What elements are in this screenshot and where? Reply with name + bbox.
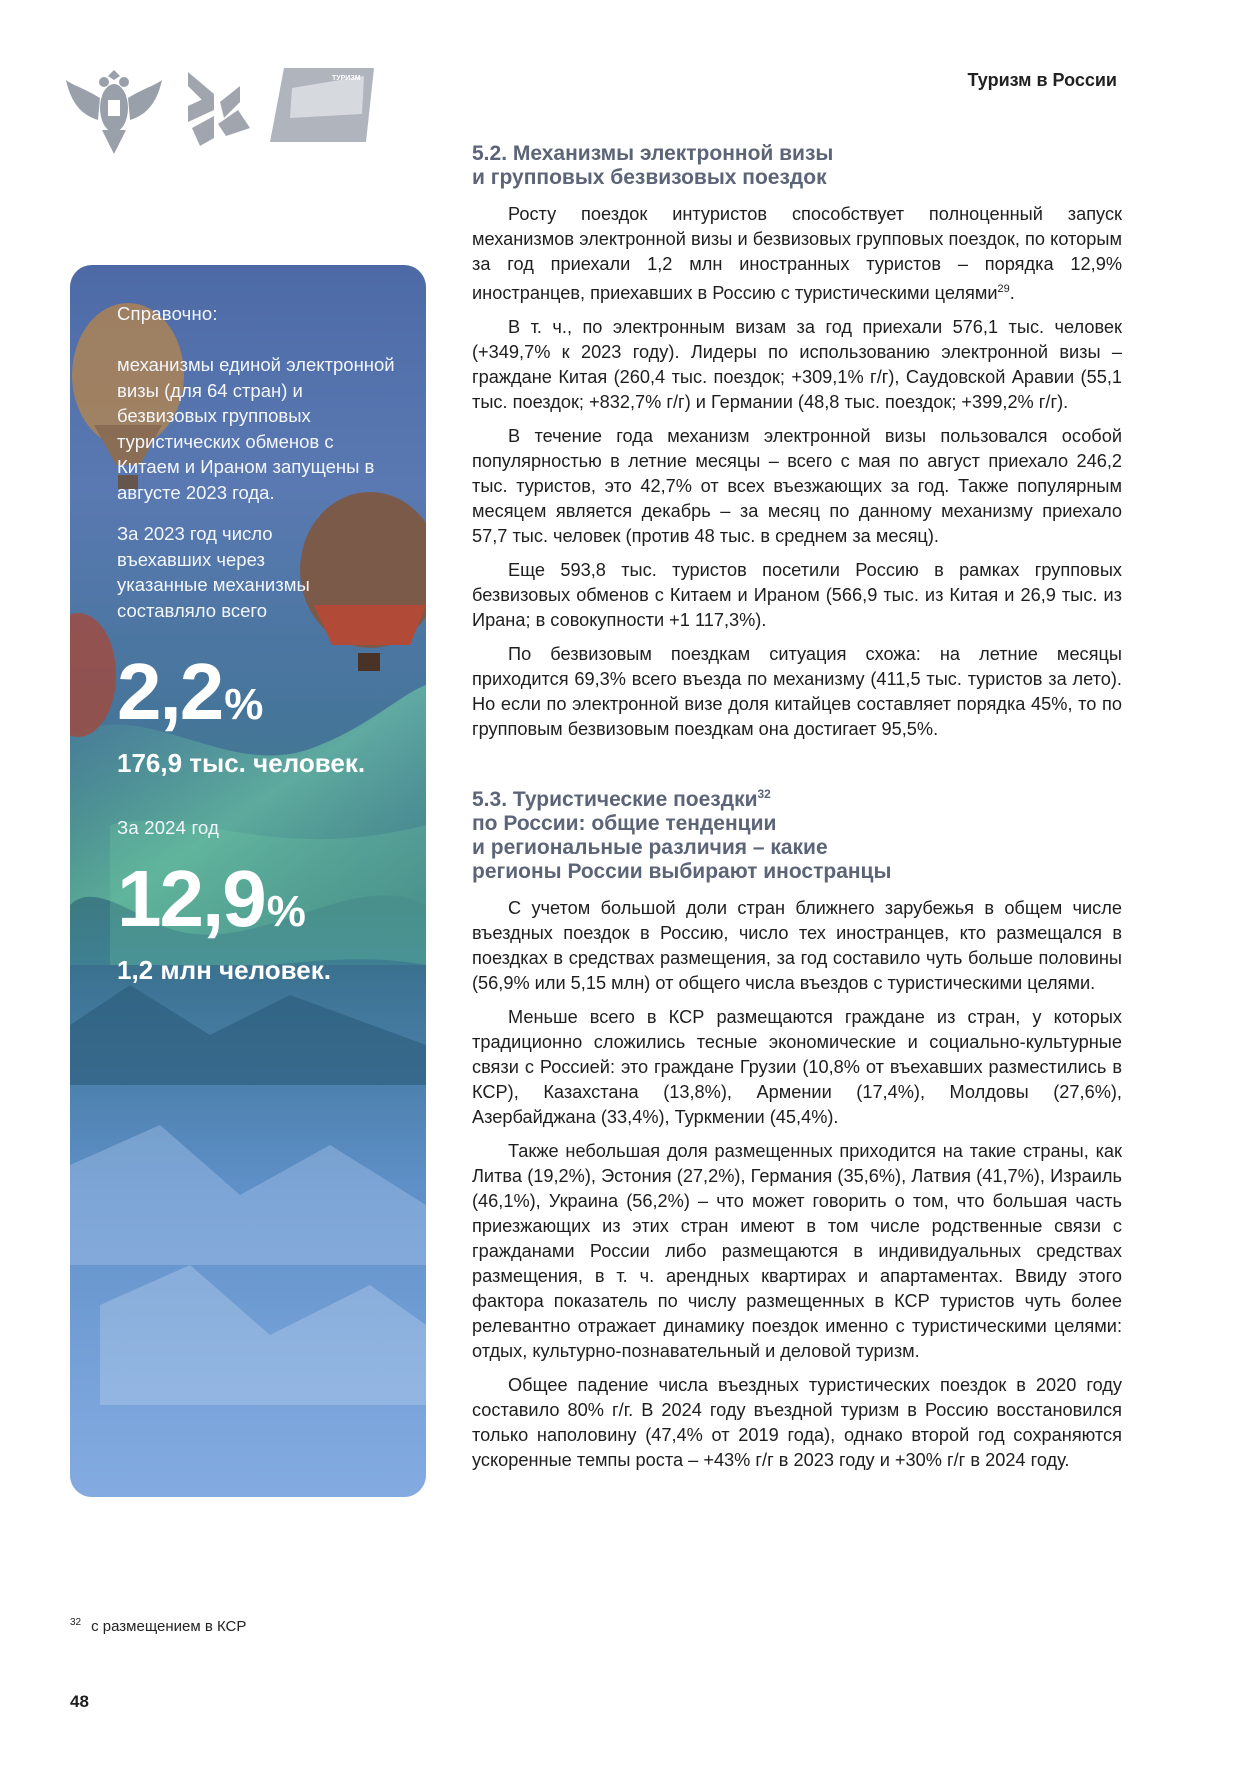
tourism-logo-text: ТУРИЗМ: [332, 75, 361, 82]
stat-2024-sub: 1,2 млн человек.: [117, 955, 331, 985]
stat-2024-value: [117, 854, 407, 951]
federal-agency-logo-icon: [188, 72, 250, 146]
stat-2023-unit: %: [224, 680, 264, 729]
main-column: [472, 142, 1122, 1482]
section-5-3-title-line1: 5.3. Туристические поездки: [472, 788, 758, 812]
footnote: [70, 1617, 246, 1635]
section-5-3-title: [472, 782, 1122, 884]
tourism-logo-icon: [270, 68, 374, 142]
sidebar-label-2024: За 2024 год: [117, 817, 220, 838]
section-5-2-paragraph: [472, 202, 1122, 306]
section-5-2-title-line1: 5.2. Механизмы электронной визы: [472, 142, 834, 165]
stat-2023-value: [117, 647, 407, 744]
section-5-3-paragraph: С учетом большой доли стран ближнего зарубежья в общем числе въездных поездок в Россию, число тех иностранцев, кто размещался в поездках в средствах размещения, за год составило чуть больше половины (56,9% или 5,15 млн) от общего числа въездов с туристическими целями.: [472, 898, 1122, 994]
footnote-mark: 32: [70, 1617, 82, 1628]
stat-2023-number: 2,2: [117, 647, 223, 736]
section-5-3-paragraph: Также небольшая доля размещенных приходится на такие страны, как Литва (19,2%), Эстония (27,2%), Германия (35,6%), Латвия (41,7%), Израиль (46,1%), Украина (56,2%) – что может говорить о том, что большая часть приезжающих из этих стран имеют в том числе родственные связи с гражданами России либо размещаются в индивидуальных средствах размещения, в т. ч. арендных квартирах и апартаментах. Ввиду этого фактора показатель по числу размещенных в КСР туристов чуть более релевантно отражает динамику поездок именно с туристическими целями: отдых, культурно-познавательный и деловой туризм.: [472, 1141, 1122, 1362]
footnote-ref: 29: [997, 283, 1010, 295]
stat-2023-sub: 176,9 тыс. человек.: [117, 748, 366, 778]
footnote-ref: 32: [757, 787, 771, 802]
section-5-2-paragraph: Еще 593,8 тыс. туристов посетили Россию в рамках групповых безвизовых обменов с Китаем и Ираном (566,9 тыс. из Китая и 26,9 тыс. из Ирана; в совокупности +1 117,3%).: [472, 560, 1122, 631]
eagle-emblem-icon: [66, 70, 162, 154]
sidebar-label: Справочно:: [117, 303, 218, 324]
header-logos: [64, 58, 394, 158]
paragraph-end: .: [1009, 283, 1015, 304]
section-5-2-paragraph: По безвизовым поездкам ситуация схожа: на летние месяцы приходится 69,3% всего въезда по механизму (411,5 тыс. туристов за лето). Но если по электронной визе доля китайцев составляет порядка 45%, то по групповым безвизовым поездкам она достигает 95,5%.: [472, 644, 1122, 740]
section-5-3-paragraph: Меньше всего в КСР размещаются граждане из стран, у которых традиционно сложились тесные экономические и социально-культурные связи с Россией: это граждане Грузии (10,8% от въехавших разместились в КСР), Казахстана (13,8%), Армении (17,4%), Молдовы (27,6%), Азербайджана (33,4%), Туркмении (45,4%).: [472, 1007, 1122, 1128]
sidebar-content: [117, 302, 407, 985]
section-5-2-paragraph: В т. ч., по электронным визам за год приехали 576,1 тыс. человек (+349,7% к 2023 году). Лидеры по использованию электронной визы – граждане Китая (260,4 тыс. поездок; +309,1% г/г), Саудовской Аравии (55,1 тыс. поездок; +832,7% г/г) и Германии (48,8 тыс. поездок; +399,2% г/г).: [472, 317, 1122, 413]
paragraph-text: Росту поездок интуристов способствует полноценный запуск механизмов электронной визы и безвизовых групповых поездок, по которым за год приехали 1,2 млн иностранных туристов – порядка 12,9% иностранцев, приехавших в Россию с туристическими целями: [472, 204, 1122, 304]
section-5-3-title-line2: по России: общие тенденции: [472, 812, 777, 836]
section-5-3-paragraph: Общее падение числа въездных туристических поездок в 2020 году составило 80% г/г. В 2024 году въездной туризм в Россию восстановился только наполовину (47,4% от 2019 года), однако второй год сохраняются ускоренные темпы роста – +43% г/г в 2023 году и +30% г/г в 2024 году.: [472, 1375, 1122, 1471]
section-5-2-paragraph: В течение года механизм электронной визы пользовался особой популярностью в летние месяцы – всего с мая по август приехало 246,2 тыс. туристов, это 42,7% от всех въезжающих за год. Также популярным месяцем является декабрь – за месяц по данному механизму приехало 57,7 тыс. человек (против 48 тыс. в среднем за месяц).: [472, 426, 1122, 547]
info-sidebar: [70, 265, 426, 1497]
sidebar-text-2023: За 2023 год число въехавших через указанные механизмы составляло всего: [117, 523, 310, 621]
stat-2024-unit: %: [266, 887, 306, 936]
running-title: Туризм в России: [967, 70, 1117, 90]
section-5-2-title: [472, 142, 1122, 190]
sidebar-text-intro: механизмы единой электронной визы (для 64 стран) и безвизовых групповых туристических обменов с Китаем и Ираном запущены в августе 2023 года.: [117, 354, 395, 503]
stat-2024-number: 12,9: [117, 854, 265, 943]
page-number: 48: [70, 1692, 89, 1711]
section-5-3-title-line4: регионы России выбирают иностранцы: [472, 860, 892, 884]
section-5-3-title-line3: и региональные различия – какие: [472, 836, 828, 860]
footnote-text: с размещением в КСР: [91, 1618, 247, 1635]
section-5-2-title-line2: и групповых безвизовых поездок: [472, 166, 827, 189]
